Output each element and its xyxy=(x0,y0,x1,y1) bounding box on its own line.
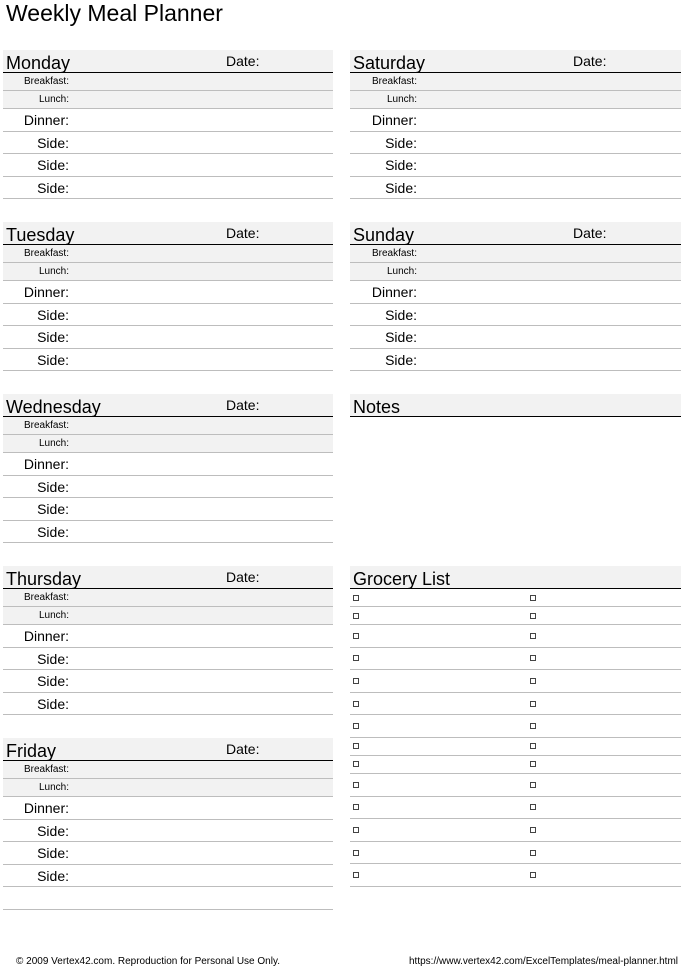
side-row[interactable] xyxy=(350,304,681,327)
side-row[interactable] xyxy=(3,693,333,716)
dinner-row[interactable] xyxy=(3,625,333,648)
side-label: Side: xyxy=(37,523,69,540)
checkbox[interactable] xyxy=(530,595,536,601)
checkbox[interactable] xyxy=(530,678,536,684)
checkbox[interactable] xyxy=(530,761,536,767)
breakfast-row[interactable] xyxy=(350,245,681,263)
source-url[interactable]: https://www.vertex42.com/ExcelTemplates/meal-planner.html xyxy=(409,956,678,967)
dinner-row[interactable] xyxy=(3,453,333,476)
breakfast-label: Breakfast: xyxy=(23,76,69,87)
checkbox[interactable] xyxy=(353,678,359,684)
checkbox[interactable] xyxy=(353,761,359,767)
side-label: Side: xyxy=(37,157,69,174)
grocery-row xyxy=(350,842,681,865)
breakfast-row[interactable] xyxy=(3,417,333,435)
day-name: Thursday xyxy=(6,569,82,589)
date-label: Date: xyxy=(573,53,607,69)
notes-title: Notes xyxy=(353,397,401,417)
checkbox[interactable] xyxy=(530,613,536,619)
side-label: Side: xyxy=(37,134,69,151)
day-header xyxy=(3,50,333,73)
side-row[interactable] xyxy=(3,349,333,372)
breakfast-row[interactable] xyxy=(350,73,681,91)
checkbox[interactable] xyxy=(530,827,536,833)
side-label: Side: xyxy=(37,673,69,690)
side-row[interactable] xyxy=(3,476,333,499)
side-label: Side: xyxy=(37,179,69,196)
day-name: Sunday xyxy=(353,225,415,245)
side-row[interactable] xyxy=(3,498,333,521)
dinner-label: Dinner: xyxy=(23,800,69,816)
lunch-label: Lunch: xyxy=(38,266,69,277)
day-header xyxy=(3,566,333,589)
side-label: Side: xyxy=(37,650,69,667)
dinner-label: Dinner: xyxy=(371,112,417,128)
breakfast-row[interactable] xyxy=(3,245,333,263)
lunch-row[interactable] xyxy=(3,263,333,281)
date-label: Date: xyxy=(573,225,607,241)
day-block-wednesday xyxy=(3,394,333,543)
grocery-row xyxy=(350,693,681,716)
side-label: Side: xyxy=(37,501,69,518)
grocery-row xyxy=(350,797,681,820)
checkbox[interactable] xyxy=(530,723,536,729)
breakfast-row[interactable] xyxy=(3,73,333,91)
grocery-row xyxy=(350,648,681,671)
side-row[interactable] xyxy=(3,304,333,327)
side-label: Side: xyxy=(37,478,69,495)
day-block-monday xyxy=(3,50,333,199)
page-title: Weekly Meal Planner xyxy=(6,0,223,26)
copyright-text: © 2009 Vertex42.com. Reproduction for Personal Use Only. xyxy=(16,956,280,967)
breakfast-label: Breakfast: xyxy=(371,76,417,87)
day-header xyxy=(3,222,333,245)
lunch-label: Lunch: xyxy=(38,610,69,621)
notes-area[interactable] xyxy=(350,417,681,547)
side-label: Side: xyxy=(37,822,69,839)
day-name: Monday xyxy=(6,53,71,73)
dinner-label: Dinner: xyxy=(23,112,69,128)
grocery-row xyxy=(350,670,681,693)
side-label: Side: xyxy=(37,329,69,346)
date-label: Date: xyxy=(226,53,260,69)
grocery-row xyxy=(350,589,681,607)
day-name: Tuesday xyxy=(6,225,75,245)
side-label: Side: xyxy=(385,179,417,196)
checkbox[interactable] xyxy=(530,782,536,788)
day-header xyxy=(3,738,333,761)
checkbox[interactable] xyxy=(353,827,359,833)
side-label: Side: xyxy=(385,157,417,174)
checkbox[interactable] xyxy=(353,743,359,749)
grocery-row xyxy=(350,738,681,756)
grocery-header xyxy=(350,566,681,589)
checkbox[interactable] xyxy=(530,633,536,639)
side-row[interactable] xyxy=(3,820,333,843)
checkbox[interactable] xyxy=(353,613,359,619)
side-row[interactable] xyxy=(3,132,333,155)
lunch-label: Lunch: xyxy=(386,94,417,105)
grocery-row xyxy=(350,715,681,738)
side-label: Side: xyxy=(37,351,69,368)
side-row[interactable] xyxy=(3,521,333,544)
dinner-row[interactable] xyxy=(3,797,333,820)
breakfast-label: Breakfast: xyxy=(23,764,69,775)
lunch-row[interactable] xyxy=(3,91,333,109)
checkbox[interactable] xyxy=(530,655,536,661)
checkbox[interactable] xyxy=(353,872,359,878)
lunch-row[interactable] xyxy=(3,779,333,797)
checkbox[interactable] xyxy=(353,723,359,729)
grocery-row xyxy=(350,756,681,774)
checkbox[interactable] xyxy=(353,655,359,661)
side-row[interactable] xyxy=(350,154,681,177)
dinner-row[interactable] xyxy=(350,109,681,132)
grocery-row xyxy=(350,774,681,797)
day-name: Wednesday xyxy=(6,397,101,417)
breakfast-row[interactable] xyxy=(3,589,333,607)
dinner-row[interactable] xyxy=(3,109,333,132)
dinner-row[interactable] xyxy=(3,281,333,304)
blank-row[interactable] xyxy=(3,887,333,910)
lunch-label: Lunch: xyxy=(38,94,69,105)
day-name: Friday xyxy=(6,741,57,761)
checkbox[interactable] xyxy=(530,850,536,856)
checkbox[interactable] xyxy=(353,804,359,810)
dinner-label: Dinner: xyxy=(23,456,69,472)
checkbox[interactable] xyxy=(530,804,536,810)
side-row[interactable] xyxy=(350,326,681,349)
side-label: Side: xyxy=(37,845,69,862)
breakfast-row[interactable] xyxy=(3,761,333,779)
side-row[interactable] xyxy=(3,154,333,177)
day-header xyxy=(350,222,681,245)
dinner-label: Dinner: xyxy=(23,284,69,300)
lunch-row[interactable] xyxy=(350,91,681,109)
lunch-label: Lunch: xyxy=(38,438,69,449)
notes-section xyxy=(350,394,681,547)
side-row[interactable] xyxy=(350,132,681,155)
dinner-row[interactable] xyxy=(350,281,681,304)
grocery-row xyxy=(350,625,681,648)
checkbox[interactable] xyxy=(530,872,536,878)
checkbox[interactable] xyxy=(353,782,359,788)
side-row[interactable] xyxy=(3,648,333,671)
lunch-row[interactable] xyxy=(3,435,333,453)
day-block-tuesday xyxy=(3,222,333,371)
dinner-label: Dinner: xyxy=(23,628,69,644)
side-label: Side: xyxy=(37,306,69,323)
checkbox[interactable] xyxy=(353,701,359,707)
side-label: Side: xyxy=(385,306,417,323)
dinner-label: Dinner: xyxy=(371,284,417,300)
side-row[interactable] xyxy=(3,842,333,865)
side-label: Side: xyxy=(37,867,69,884)
lunch-row[interactable] xyxy=(3,607,333,625)
side-row[interactable] xyxy=(3,177,333,200)
grocery-row xyxy=(350,864,681,887)
side-label: Side: xyxy=(37,695,69,712)
side-label: Side: xyxy=(385,329,417,346)
side-row[interactable] xyxy=(350,177,681,200)
date-label: Date: xyxy=(226,569,260,585)
breakfast-label: Breakfast: xyxy=(23,592,69,603)
grocery-row xyxy=(350,819,681,842)
date-label: Date: xyxy=(226,741,260,757)
grocery-section xyxy=(350,566,681,887)
side-row[interactable] xyxy=(3,865,333,888)
grocery-row xyxy=(350,607,681,625)
checkbox[interactable] xyxy=(353,595,359,601)
day-header xyxy=(3,394,333,417)
day-name: Saturday xyxy=(353,53,426,73)
side-row[interactable] xyxy=(3,670,333,693)
lunch-label: Lunch: xyxy=(386,266,417,277)
lunch-label: Lunch: xyxy=(38,782,69,793)
lunch-row[interactable] xyxy=(350,263,681,281)
day-block-saturday xyxy=(350,50,681,199)
side-row[interactable] xyxy=(350,349,681,372)
side-label: Side: xyxy=(385,351,417,368)
breakfast-label: Breakfast: xyxy=(23,420,69,431)
notes-header xyxy=(350,394,681,417)
checkbox[interactable] xyxy=(530,743,536,749)
date-label: Date: xyxy=(226,397,260,413)
checkbox[interactable] xyxy=(353,850,359,856)
grocery-title: Grocery List xyxy=(353,569,451,589)
day-block-thursday xyxy=(3,566,333,715)
side-label: Side: xyxy=(385,134,417,151)
date-label: Date: xyxy=(226,225,260,241)
day-block-sunday xyxy=(350,222,681,371)
checkbox[interactable] xyxy=(353,633,359,639)
breakfast-label: Breakfast: xyxy=(23,248,69,259)
day-block-friday xyxy=(3,738,333,910)
day-header xyxy=(350,50,681,73)
checkbox[interactable] xyxy=(530,701,536,707)
grocery-list xyxy=(350,589,681,887)
breakfast-label: Breakfast: xyxy=(371,248,417,259)
side-row[interactable] xyxy=(3,326,333,349)
